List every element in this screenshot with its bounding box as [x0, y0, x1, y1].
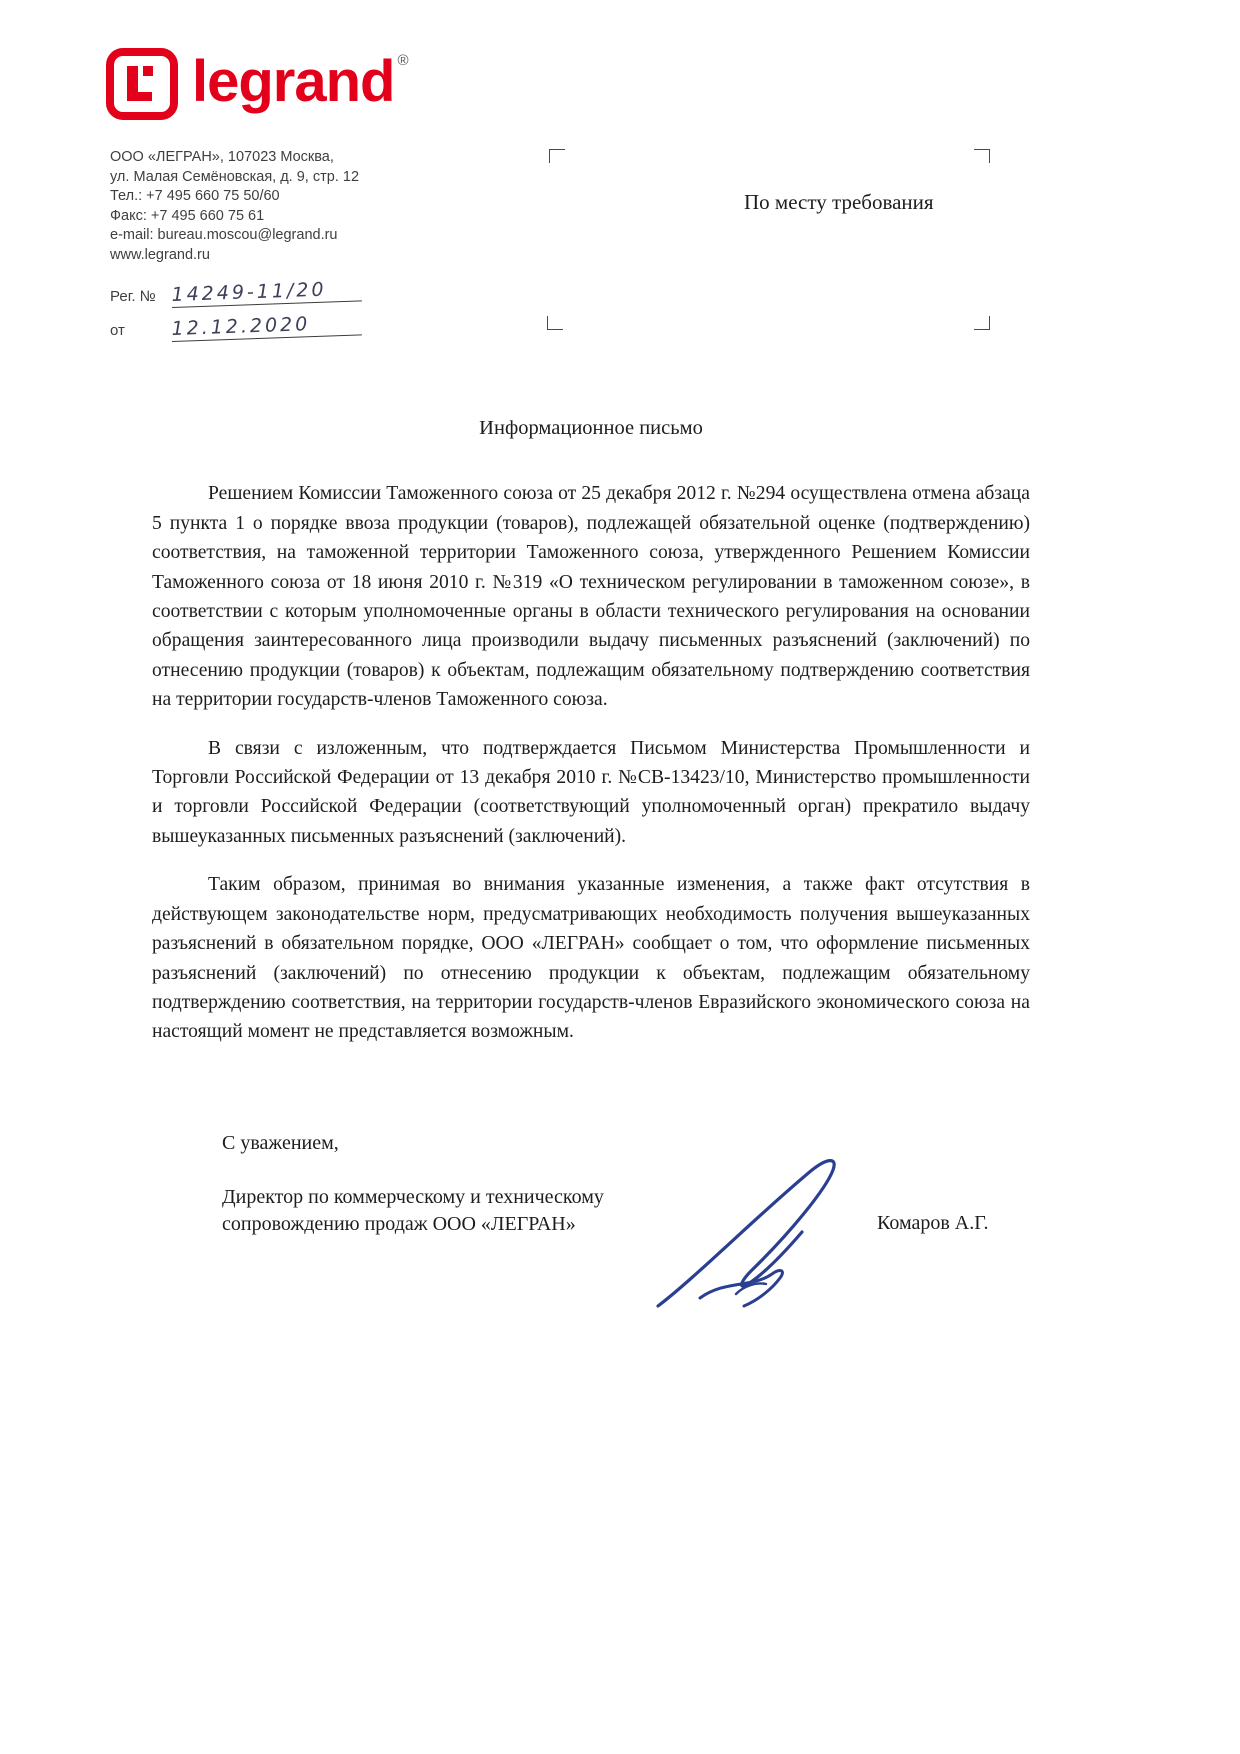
paragraph: Таким образом, принимая во внимания указанные изменения, а также факт отсутствия в действующем законодательстве норм, предусматривающих необходимость получения вышеуказанных разъяснений в обязательном порядке, ООО «ЛЕГРАН» сообщает о том, что оформление письменных разъяснений (заключений) по отнесению продукции к объектам, подлежащим обязательному подтверждению соответствия, на территории государств-членов Евразийского экономического союза на настоящий момент не представляется возможным.	[152, 874, 1030, 1043]
recipient-line: По месту требования	[744, 190, 934, 214]
letterhead-contact-block	[110, 148, 359, 265]
letterhead-line: e-mail: bureau.moscou@legrand.ru	[110, 227, 338, 243]
letter-title: Информационное письмо	[479, 417, 703, 439]
address-corner-mark-bottom-right	[974, 316, 990, 330]
paragraph: В связи с изложенным, что подтверждается Письмом Министерства Промышленности и Торговли Российской Федерации от 13 декабря 2010 г. №СВ-13423/10, Министерство промышленности и торговли Российской Федерации (соответствующий уполномоченный орган) прекратило выдачу вышеуказанных письменных разъяснений (заключений).	[152, 737, 1030, 847]
letterhead-line: www.legrand.ru	[110, 246, 210, 263]
letterhead-line: ООО «ЛЕГРАН», 107023 Москва,	[110, 149, 334, 165]
signer-position	[222, 1184, 692, 1238]
letterhead-line: Факс: +7 495 660 75 61	[110, 207, 265, 224]
reg-date-label: от	[110, 322, 125, 339]
signer-name: Комаров А.Г.	[877, 1211, 989, 1234]
address-corner-mark-top-left	[549, 149, 565, 163]
legrand-logo-icon	[106, 48, 178, 120]
paragraph: Решением Комиссии Таможенного союза от 25 декабря 2012 г. №294 осуществлена отмена абзаца 5 пункта 1 о порядке ввоза продукции (товаров), подлежащей обязательной оценке (подтверждению) соответствия, на таможенной территории Таможенного союза, утвержденного Решением Комиссии Таможенного союза от 18 июня 2010 г. №319 «О техническом регулировании в таможенном союзе», в соответствии с которым уполномоченные органы в области технического регулирования на основании обращения заинтересованного лица производили выдачу письменных разъяснений (заключений) по отнесению продукции (товаров) к объектам, подлежащим обязательному подтверждению соответствия на территории государств-членов Таможенного союза.	[152, 483, 1030, 711]
legrand-logo	[106, 48, 409, 120]
reg-number-handwritten: 14249-11/20	[171, 277, 362, 308]
reg-date-handwritten: 12.12.2020	[171, 311, 362, 342]
reg-number-label: Рег. №	[110, 288, 156, 305]
registered-trademark-icon: ®	[397, 52, 409, 69]
address-corner-mark-bottom-left	[547, 316, 563, 330]
letter-body	[152, 414, 1030, 1238]
signer-position-line2: сопровождению продаж ООО «ЛЕГРАН»	[222, 1213, 576, 1236]
registration-block	[110, 278, 362, 352]
closing-block	[152, 1129, 1030, 1238]
address-corner-mark-top-right	[974, 149, 990, 163]
signer-position-line1: Директор по коммерческому и техническому	[222, 1186, 604, 1209]
letterhead-line: Тел.: +7 495 660 75 50/60	[110, 188, 280, 204]
letterhead-line: ул. Малая Семёновская, д. 9, стр. 12	[110, 168, 360, 185]
salutation: С уважением,	[222, 1131, 339, 1154]
signature-ink	[640, 1148, 880, 1323]
logo-wordmark: legrand	[192, 49, 395, 114]
